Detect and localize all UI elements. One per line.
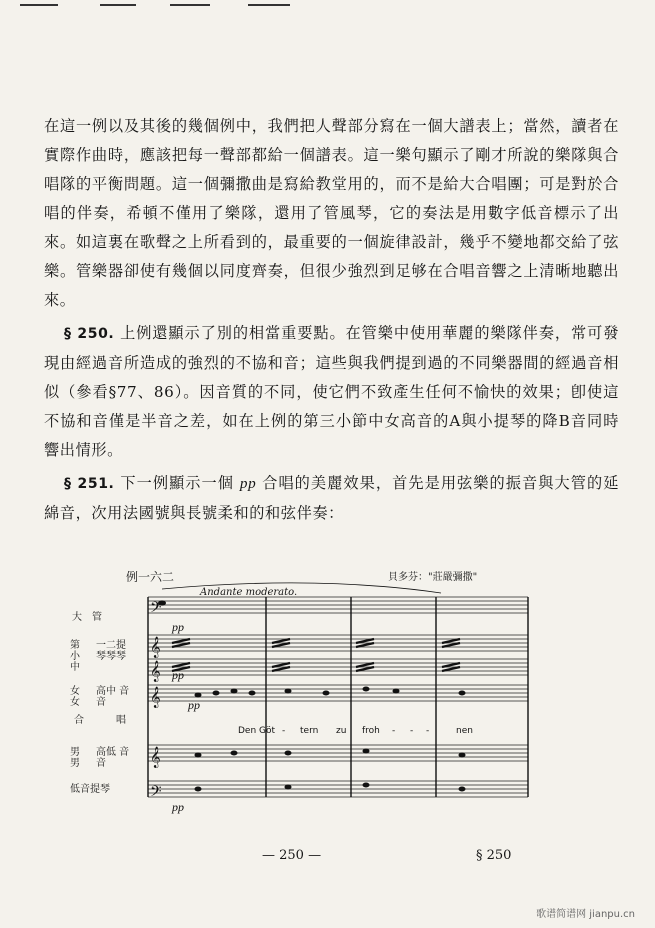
- dynamic-pp-bass: pp: [172, 800, 184, 814]
- lyric-4: zu: [336, 726, 347, 736]
- instrument-men-b: 高低 音音: [96, 747, 130, 769]
- instrument-strings-a: 第小中: [70, 640, 80, 673]
- musical-score: [66, 565, 536, 830]
- instrument-chorus-b: 唱: [116, 715, 126, 726]
- paragraph-1: 在這一例以及其後的幾個例中，我們把人聲部分寫在一個大譜表上；當然，讀者在實際作曲時，應該把每一聲部都給一個譜表。這一樂句顯示了剛才所說的樂隊與合唱隊的平衡問題。這一個彌撒曲是寫給教堂用的，而不是給大合唱團；可是對於合唱的伴奏，希頓不僅用了樂隊，還用了管風琴，它的奏法是用數字低音標示了出來。如這裏在歌聲之上所看到的，最重要的一個旋律設計，幾乎不變地都交給了弦樂。管樂器卻使有幾個以同度齊奏，但很少強烈到足够在合唱音響之上清晰地聽出來。: [44, 117, 619, 309]
- lyric-6: -: [392, 726, 396, 736]
- top-margin-marks: [20, 0, 350, 14]
- clefs: [150, 599, 162, 804]
- section-number-250: § 250.: [64, 326, 115, 342]
- svg-text:𝄢: 𝄢: [150, 783, 162, 804]
- svg-text:𝄞: 𝄞: [150, 747, 161, 768]
- svg-text:𝄞: 𝄞: [150, 687, 161, 708]
- body-text: [44, 112, 619, 528]
- example-composer: 貝多芬："莊嚴彌撒": [388, 572, 478, 583]
- lyric-1: Den Göt: [238, 726, 276, 736]
- instrument-double-bass: 低音提琴: [70, 784, 110, 795]
- lyric-7: -: [410, 726, 414, 736]
- lyric-5: froh: [362, 726, 380, 736]
- svg-text:𝄢: 𝄢: [150, 599, 162, 620]
- watermark: 歌谱简谱网 jianpu.cn: [536, 909, 635, 920]
- instrument-men-a: 男男: [70, 747, 80, 769]
- dynamic-pp-inline: pp: [239, 475, 257, 492]
- paragraph-251-text-b: 合唱的美麗效果，首先是用弦樂的振音與大管的延綿音，次用法國號與長號柔和的和弦伴奏：: [44, 474, 619, 522]
- instrument-chorus-a: 合: [74, 715, 84, 726]
- lyric-2: -: [282, 726, 286, 736]
- instrument-bassoon: 大 管: [72, 612, 102, 623]
- dynamic-pp-strings: pp: [172, 668, 184, 682]
- lyric-3: tern: [300, 726, 319, 736]
- dynamic-pp-bassoon: pp: [172, 620, 184, 634]
- paragraph-250: [44, 319, 619, 465]
- instrument-strings-b: 一二提 琴琴琴: [96, 640, 126, 662]
- paragraph-250-text: 上例還顯示了別的相當重要點。在管樂中使用華麗的樂隊伴奏，常可發現由經過音所造成的強烈的不協和音；這些與我們提到過的不同樂器間的經過音相似（參看§77、86）。因音質的不同，使它們不致產生任何不愉快的效果；卽使這不協和音僅是半音之差，如在上例的第三小節中女高音的A與小提琴的降B音同時響出情形。: [44, 324, 619, 459]
- svg-text:𝄞: 𝄞: [150, 637, 161, 658]
- dynamic-pp-women: pp: [188, 698, 200, 712]
- notes: [158, 583, 466, 792]
- example-label: 例一六二: [126, 570, 175, 584]
- svg-text:𝄞: 𝄞: [150, 661, 161, 682]
- page-number: — 250 —: [262, 848, 322, 863]
- instrument-women-a: 女女: [70, 686, 80, 708]
- paragraph-251-text-a: 下一例顯示一個: [120, 474, 235, 492]
- paragraph-251: [44, 469, 619, 528]
- lyric-9: nen: [456, 726, 473, 736]
- lyric-8: -: [426, 726, 430, 736]
- instrument-women-b: 高中 音音: [96, 686, 130, 708]
- footer-section: § 250: [476, 848, 512, 863]
- staff-lines: [148, 597, 528, 797]
- tempo-marking: Andante moderato.: [200, 587, 298, 598]
- section-number-251: § 251.: [64, 476, 115, 492]
